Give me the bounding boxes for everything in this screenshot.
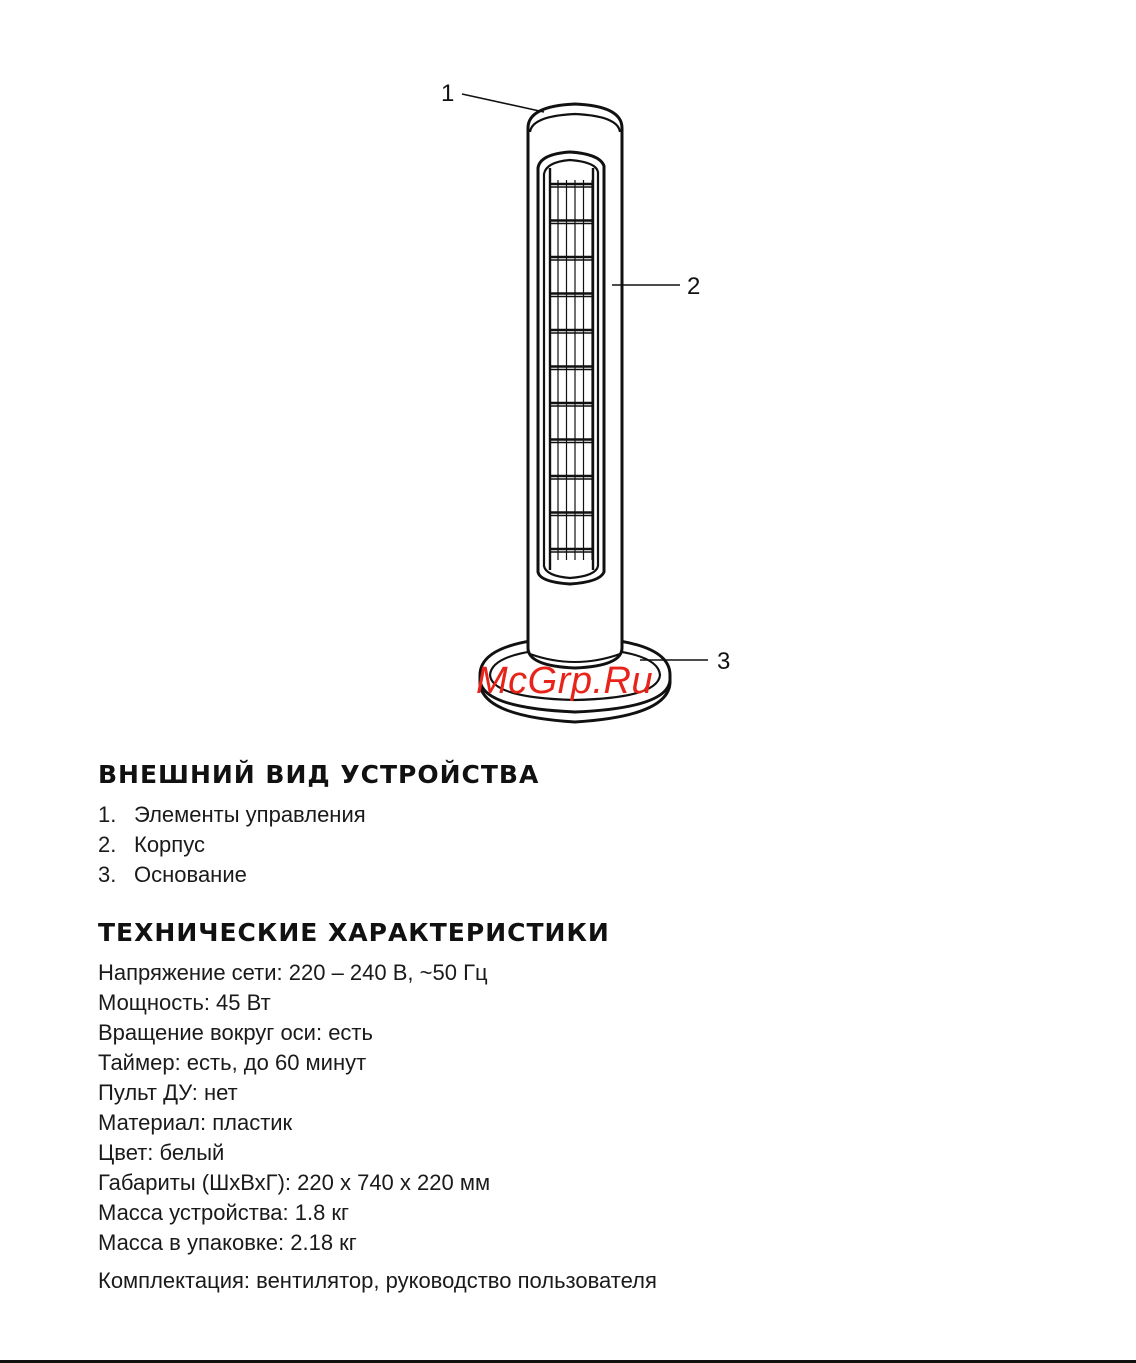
callout-1-label: 1 [441, 80, 455, 107]
list-item [98, 800, 366, 830]
list-item-label: Корпус [134, 832, 205, 857]
list-item [98, 830, 366, 860]
specs-list [98, 958, 490, 1258]
callout-1-leader [462, 94, 544, 112]
spec-line: Масса устройства: 1.8 кг [98, 1200, 350, 1225]
list-item-label: Элементы управления [134, 802, 366, 827]
spec-line: Цвет: белый [98, 1140, 225, 1165]
spec-line: Мощность: 45 Вт [98, 990, 271, 1015]
spec-line: Вращение вокруг оси: есть [98, 1020, 373, 1045]
watermark: McGrp.Ru [476, 660, 654, 702]
list-item-number: 2. [98, 832, 117, 857]
appearance-list [98, 800, 366, 890]
list-item-label: Основание [134, 862, 247, 887]
appearance-heading: ВНЕШНИЙ ВИД УСТРОЙСТВА [98, 760, 540, 789]
list-item-number: 3. [98, 862, 117, 887]
spec-line: Материал: пластик [98, 1110, 293, 1135]
spec-line: Напряжение сети: 220 – 240 В, ~50 Гц [98, 960, 488, 985]
spec-line: Габариты (ШхВхГ): 220 х 740 х 220 мм [98, 1170, 491, 1195]
callout-2-label: 2 [687, 273, 701, 300]
list-item-number: 1. [98, 802, 117, 827]
list-item [98, 860, 366, 890]
spec-line: Пульт ДУ: нет [98, 1080, 238, 1105]
spec-line: Масса в упаковке: 2.18 кг [98, 1230, 357, 1255]
callout-3-label: 3 [717, 648, 731, 675]
spec-line: Таймер: есть, до 60 минут [98, 1050, 367, 1075]
package-contents: Комплектация: вентилятор, руководство пользователя [98, 1268, 657, 1293]
specs-heading: ТЕХНИЧЕСКИЕ ХАРАКТЕРИСТИКИ [98, 918, 610, 947]
